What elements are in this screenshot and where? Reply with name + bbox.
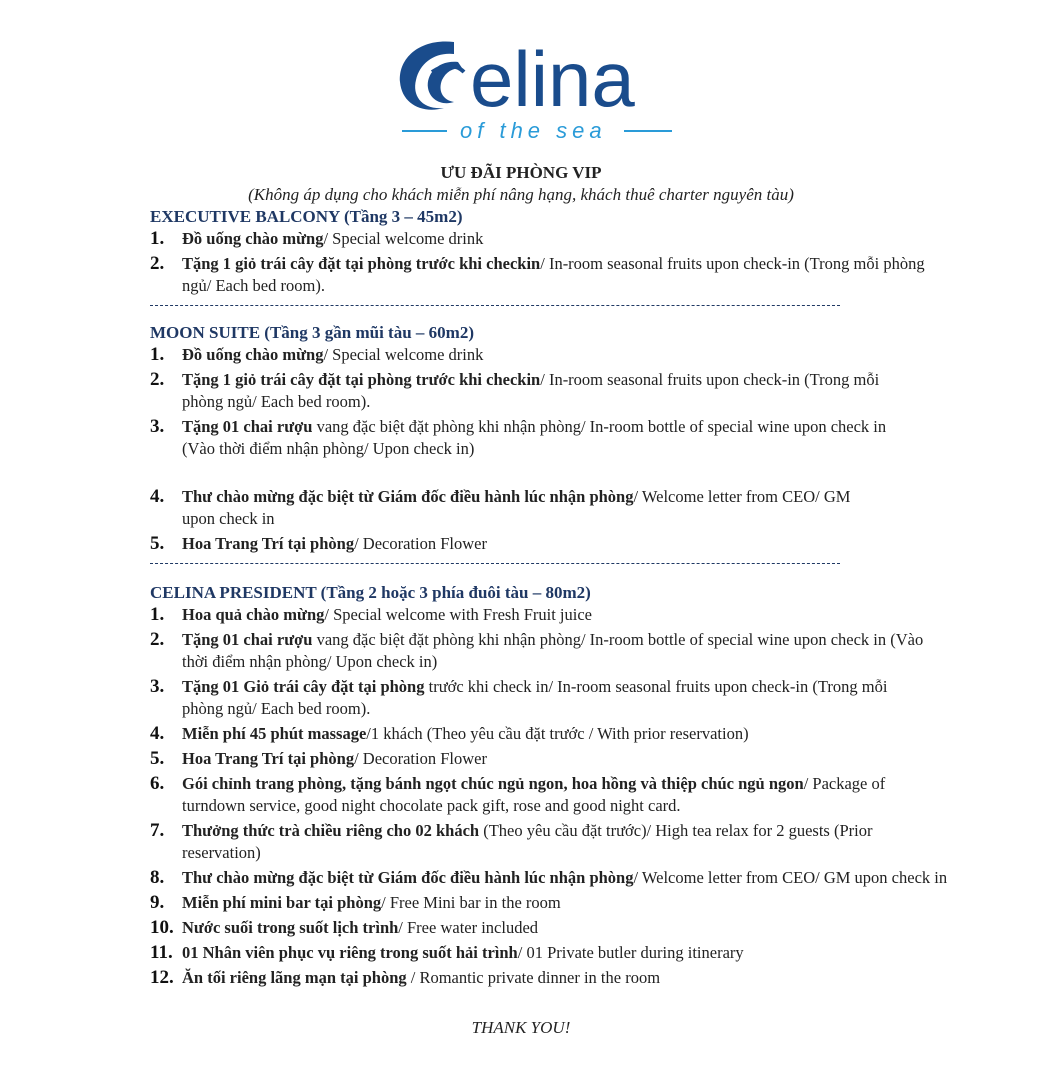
list-item: [150, 723, 930, 745]
list-item: [150, 344, 930, 366]
section-celina-president: [150, 582, 948, 992]
item-english: / In-room seasonal fruits upon check-in (Trong mỗi phòng ngủ/ Each bed room).: [182, 254, 925, 295]
section-title: CELINA PRESIDENT (Tầng 2 hoặc 3 phía đuôi tàu – 80m2): [150, 583, 591, 602]
benefit-list: [150, 344, 930, 555]
section-executive-balcony: [150, 206, 930, 316]
blank-line: [150, 463, 930, 483]
item-english: / Special welcome drink: [323, 345, 484, 364]
item-vietnamese: Nước suối trong suốt lịch trình: [182, 918, 399, 937]
item-number: 4.: [150, 486, 165, 507]
item-english: vang đặc biệt đặt phòng khi nhận phòng/ In-room bottle of special wine upon check in (Vào thời điểm nhận phòng/ Upon check in): [182, 630, 924, 671]
list-item: [150, 773, 912, 817]
item-english: trước khi check in/ In-room seasonal fruits upon check-in (Trong mỗi phòng ngủ/ Each bed room).: [182, 677, 888, 718]
list-item: [150, 486, 887, 530]
section-moon-suite: [150, 322, 930, 574]
item-number: 3.: [150, 676, 165, 697]
item-vietnamese: Hoa quả chào mừng: [182, 605, 325, 624]
item-vietnamese: Thư chào mừng đặc biệt từ Giám đốc điều hành lúc nhận phòng: [182, 868, 634, 887]
item-english: / Package of turndown service, good night chocolate pack gift, rose and good night card.: [182, 774, 886, 815]
item-english: / Decoration Flower: [354, 534, 487, 553]
item-vietnamese: Tặng 1 giỏ trái cây đặt tại phòng trước khi checkin: [182, 370, 541, 389]
logo-graphic: [392, 34, 682, 144]
list-item: [150, 917, 930, 939]
item-vietnamese: Miễn phí 45 phút massage: [182, 724, 367, 743]
item-vietnamese: Gói chỉnh trang phòng, tặng bánh ngọt chúc ngủ ngon, hoa hồng và thiệp chúc ngủ ngon: [182, 774, 804, 793]
page-subtitle: (Không áp dụng cho khách miễn phí nâng hạng, khách thuê charter nguyên tàu): [248, 185, 794, 204]
dashed-divider: [150, 563, 840, 564]
item-number: 12.: [150, 967, 174, 988]
list-item: [150, 533, 930, 555]
item-number: 8.: [150, 867, 165, 888]
list-item: [150, 942, 930, 964]
item-vietnamese: Tặng 01 chai rượu: [182, 417, 313, 436]
item-english: / Special welcome drink: [323, 229, 484, 248]
item-english: / Free water included: [398, 918, 539, 937]
item-english: / Free Mini bar in the room: [381, 893, 561, 912]
list-item: [150, 604, 930, 626]
list-item: [150, 676, 927, 720]
list-item: [150, 892, 930, 914]
item-vietnamese: Đồ uống chào mừng: [182, 345, 324, 364]
item-number: 1.: [150, 604, 165, 625]
item-vietnamese: Hoa Trang Trí tại phòng: [182, 534, 355, 553]
item-number: 4.: [150, 723, 165, 744]
list-item: [150, 967, 930, 989]
item-english: / 01 Private butler during itinerary: [517, 943, 744, 962]
item-vietnamese: Tặng 1 giỏ trái cây đặt tại phòng trước khi checkin: [182, 254, 541, 273]
section-title: MOON SUITE (Tầng 3 gần mũi tàu – 60m2): [150, 323, 474, 342]
thank-you-footer: THANK YOU!: [471, 1018, 571, 1037]
item-number: 2.: [150, 369, 165, 390]
list-item: [150, 629, 927, 673]
item-number: 7.: [150, 820, 165, 841]
item-number: 3.: [150, 416, 165, 437]
page-title: ƯU ĐÃI PHÒNG VIP: [440, 163, 602, 182]
item-english: / Welcome letter from CEO/ GM upon check in: [182, 487, 851, 528]
item-vietnamese: 01 Nhân viên phục vụ riêng trong suốt hải trình: [182, 943, 518, 962]
item-number: 6.: [150, 773, 165, 794]
item-vietnamese: Tặng 01 Giỏ trái cây đặt tại phòng: [182, 677, 425, 696]
item-english: (Theo yêu cầu đặt trước)/ High tea relax for 2 guests (Prior reservation): [182, 821, 873, 862]
item-vietnamese: Ăn tối riêng lãng mạn tại phòng: [182, 968, 407, 987]
logo-tagline: of the sea: [460, 118, 607, 143]
item-number: 11.: [150, 942, 173, 963]
item-vietnamese: Tặng 01 chai rượu: [182, 630, 313, 649]
item-vietnamese: Hoa Trang Trí tại phòng: [182, 749, 355, 768]
item-english: / Decoration Flower: [354, 749, 487, 768]
section-title: EXECUTIVE BALCONY (Tầng 3 – 45m2): [150, 207, 463, 226]
benefit-list: [150, 604, 948, 989]
item-english: / Welcome letter from CEO/ GM upon check in: [633, 868, 948, 887]
logo-wordmark: elina: [470, 35, 635, 123]
item-number: 5.: [150, 748, 165, 769]
item-vietnamese: Đồ uống chào mừng: [182, 229, 324, 248]
list-item: [150, 820, 927, 864]
item-number: 10.: [150, 917, 174, 938]
item-number: 1.: [150, 228, 165, 249]
celina-logo: [392, 34, 682, 144]
item-number: 9.: [150, 892, 165, 913]
item-english: vang đặc biệt đặt phòng khi nhận phòng/ In-room bottle of special wine upon check in (Vào thời điểm nhận phòng/ Upon check in): [182, 417, 887, 458]
item-number: 1.: [150, 344, 165, 365]
item-english: / Romantic private dinner in the room: [406, 968, 661, 987]
list-item: [150, 253, 942, 297]
benefit-list: [150, 228, 930, 297]
item-number: 2.: [150, 253, 165, 274]
item-english: / In-room seasonal fruits upon check-in (Trong mỗi phòng ngủ/ Each bed room).: [182, 370, 880, 411]
list-item: [150, 748, 930, 770]
item-number: 5.: [150, 533, 165, 554]
list-item: [150, 416, 887, 460]
item-vietnamese: Thư chào mừng đặc biệt từ Giám đốc điều hành lúc nhận phòng: [182, 487, 634, 506]
item-english: /1 khách (Theo yêu cầu đặt trước / With prior reservation): [366, 724, 749, 743]
item-number: 2.: [150, 629, 165, 650]
item-vietnamese: Miễn phí mini bar tại phòng: [182, 893, 382, 912]
list-item: [150, 228, 930, 250]
list-item: [150, 369, 882, 413]
item-vietnamese: Thưởng thức trà chiều riêng cho 02 khách: [182, 821, 480, 840]
dashed-divider: [150, 305, 840, 306]
list-item: [150, 867, 952, 889]
item-english: / Special welcome with Fresh Fruit juice: [324, 605, 592, 624]
